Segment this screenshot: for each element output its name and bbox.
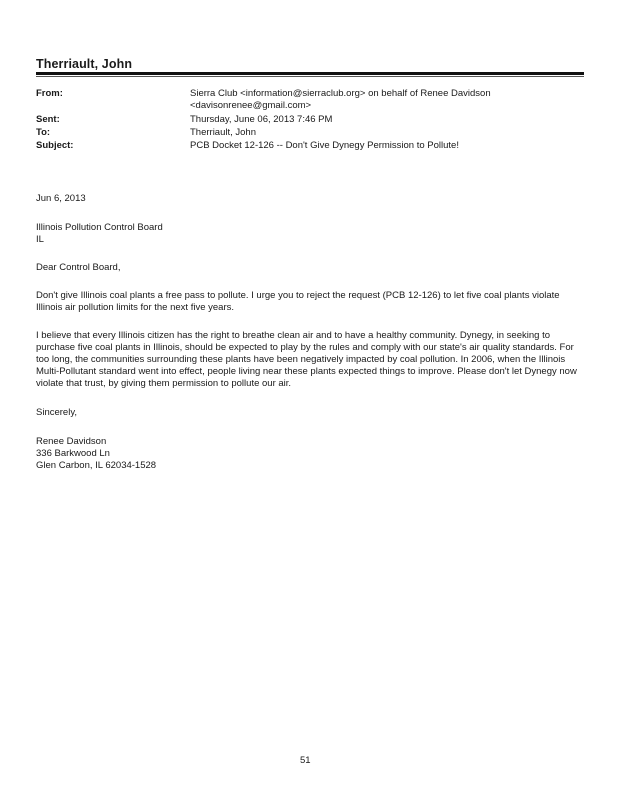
to-label: To: bbox=[36, 127, 51, 138]
letter-date: Jun 6, 2013 bbox=[36, 193, 86, 204]
signature-block bbox=[36, 436, 584, 472]
sender-name: Therriault, John bbox=[36, 57, 133, 71]
from-value bbox=[190, 88, 570, 112]
salutation: Dear Control Board, bbox=[36, 262, 121, 273]
signature-name: Renee Davidson bbox=[36, 436, 107, 447]
sent-label: Sent: bbox=[36, 114, 60, 125]
recipient-line2: IL bbox=[36, 234, 44, 245]
subject-value: PCB Docket 12-126 -- Don't Give Dynegy Permission to Pollute! bbox=[190, 140, 459, 151]
subject-label: Subject: bbox=[36, 140, 74, 151]
header-rule bbox=[36, 72, 584, 75]
to-value: Therriault, John bbox=[190, 127, 257, 138]
from-value-line1: Sierra Club <information@sierraclub.org> on behalf of Renee Davidson bbox=[190, 88, 491, 99]
from-label: From: bbox=[36, 88, 63, 99]
address-line2: Glen Carbon, IL 62034-1528 bbox=[36, 460, 157, 471]
paragraph-2: I believe that every Illinois citizen has the right to breathe clean air and to have a healthy community. Dynegy, in seeking to purchase five coal plants in Illinois, should be expected to play by the rules and comply with our state's air quality standards. For too long, the communities surrounding these plants have been negatively impacted by coal pollution. In 2006, when the Illinois Multi-Pollutant standard went into effect, people living near these plants expected things to improve. Please don't let Dynegy now violate that trust, by giving them permission to pollute our air. bbox=[36, 330, 577, 389]
sent-value: Thursday, June 06, 2013 7:46 PM bbox=[190, 114, 333, 125]
recipient-block bbox=[36, 222, 584, 246]
recipient-line1: Illinois Pollution Control Board bbox=[36, 222, 163, 233]
page-number: 51 bbox=[300, 755, 311, 766]
address-line1: 336 Barkwood Ln bbox=[36, 448, 110, 459]
paragraph-1: Don't give Illinois coal plants a free pass to pollute. I urge you to reject the request (PCB 12-126) to let five coal plants violate Illinois air pollution limits for the next five years. bbox=[36, 290, 560, 313]
header-rule-thin bbox=[36, 76, 584, 77]
from-value-line2: <davisonrenee@gmail.com> bbox=[190, 100, 312, 111]
closing: Sincerely, bbox=[36, 407, 78, 418]
